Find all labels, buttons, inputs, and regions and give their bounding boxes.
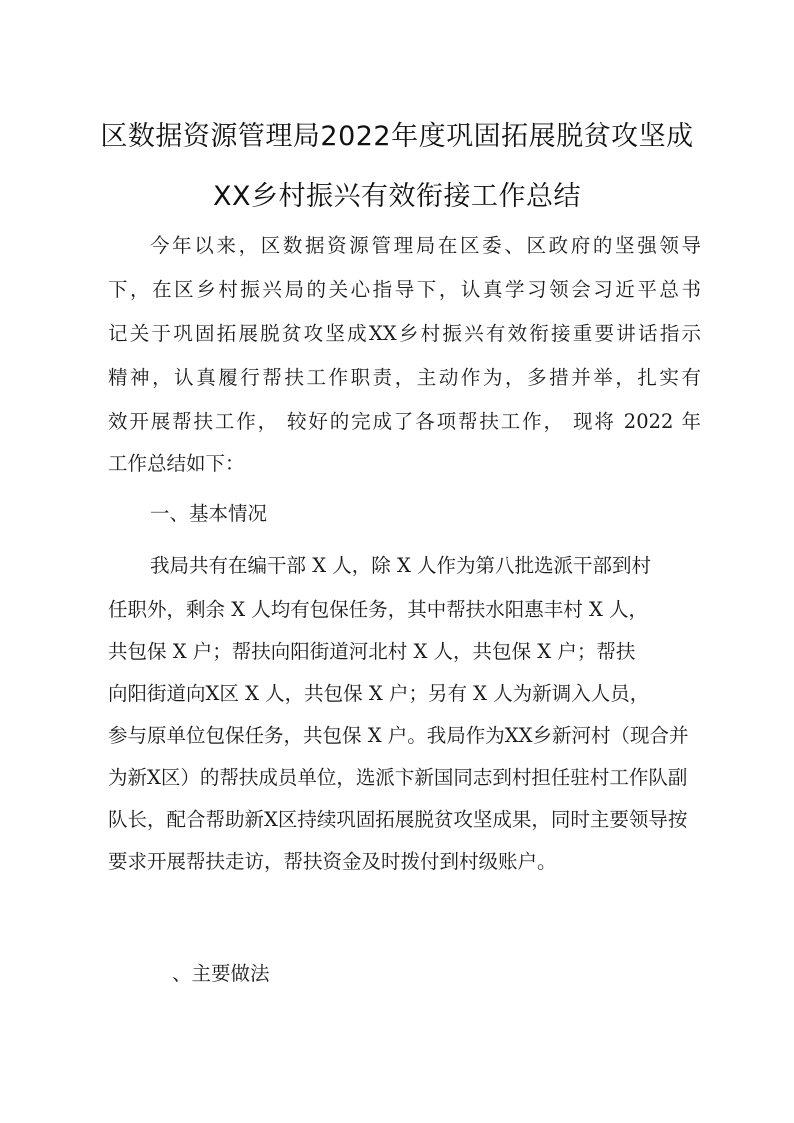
section1-line-8: 要求开展帮扶走访，帮扶资金及时拨付到村级账户。 — [108, 850, 557, 873]
section1-line-1: 我局共有在编干部 X 人，除 X 人作为第八批选派干部到村 — [150, 554, 652, 577]
document-title-line-2: XX乡村振兴有效衔接工作总结 — [213, 181, 581, 212]
section1-line-6: 为新X区）的帮扶成员单位，选派卞新国同志到村担任驻村工作队副 — [108, 766, 688, 789]
section1-line-3: 共包保 X 户；帮扶向阳街道河北村 X 人，共包保 X 户；帮扶 — [108, 640, 636, 663]
section1-line-2: 任职外，剩余 X 人均有包保任务，其中帮扶水阳惠丰村 X 人， — [108, 598, 649, 621]
section2-heading: 、主要做法 — [172, 962, 270, 985]
section1-line-4: 向阳街道向X区 X 人，共包保 X 户；另有 X 人为新调入人员， — [108, 682, 650, 705]
intro-line-4: 精神，认真履行帮扶工作职责，主动作为，多措并举，扎实有 — [108, 366, 701, 389]
document-title-line-1: 区数据资源管理局2022年度巩固拓展脱贫攻坚成 — [100, 121, 694, 152]
section1-line-7: 队长，配合帮助新X区持续巩固拓展脱贫攻坚成果，同时主要领导按 — [108, 808, 688, 831]
section1-heading: 一、基本情况 — [150, 502, 268, 525]
intro-line-5: 效开展帮扶工作， 较好的完成了各项帮扶工作， 现将 2022 年 — [108, 410, 701, 433]
intro-line-2: 下，在区乡村振兴局的关心指导下，认真学习领会习近平总书 — [108, 278, 701, 301]
intro-line-1: 今年以来，区数据资源管理局在区委、区政府的坚强领导 — [150, 234, 701, 257]
intro-line-3: 记关于巩固拓展脱贫攻坚成XX乡村振兴有效衔接重要讲话指示 — [108, 322, 701, 345]
intro-line-6: 工作总结如下： — [108, 452, 245, 475]
section1-line-5: 参与原单位包保任务，共包保 X 户。我局作为XX乡新河村（现合并 — [108, 724, 689, 747]
